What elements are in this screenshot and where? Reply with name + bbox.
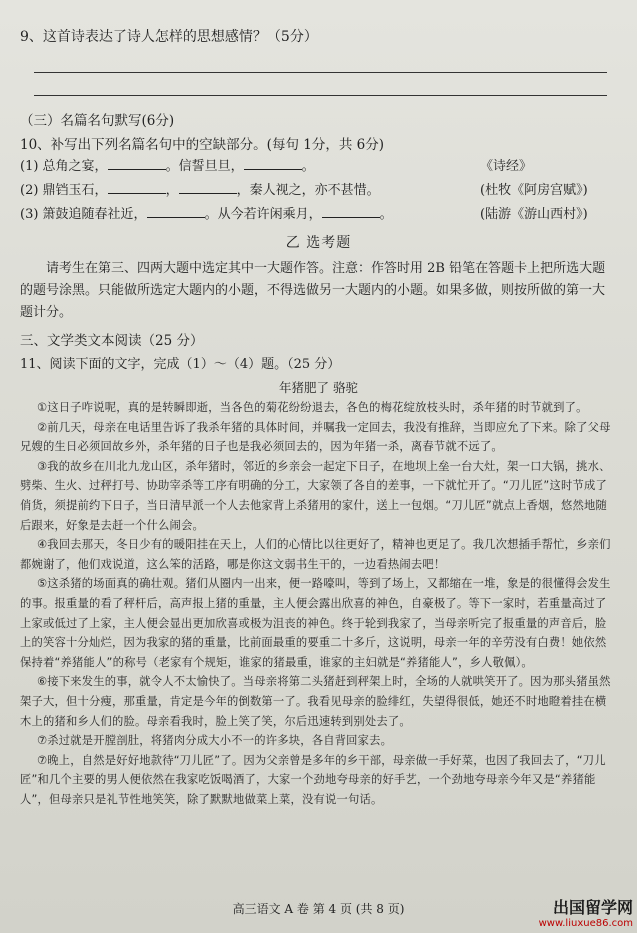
blank: [179, 181, 237, 194]
elective-title: 乙 选考题: [285, 235, 352, 251]
answer-line: [34, 73, 607, 96]
fill-text: 。从今若许闲乘月，: [204, 207, 322, 222]
blank: [322, 205, 380, 218]
fill-text: (3) 箫鼓追随春社近，: [20, 207, 147, 222]
fill-text: (1) 总角之宴，: [20, 159, 108, 174]
blank: [108, 181, 166, 194]
source: (杜牧《阿房宫赋》): [480, 183, 588, 198]
fill-text: 。: [379, 207, 393, 222]
blank: [147, 205, 205, 218]
fill-text: 。: [301, 159, 315, 174]
blank: [244, 157, 302, 170]
section-heading-recitation: （三）名篇名句默写(6分): [20, 113, 175, 129]
essay-paragraph: ⑦晚上，自然是好好地款待“刀儿匠”了。因为父亲曾是多年的乡干部，母亲做一手好菜，也因了我回去了，“刀儿匠”和几个主要的男人便依然在我家吃饭喝酒了，大家一个劲地夸母亲的好手艺，一个劲地夸母亲今年又是“养猪能人”，但母亲只是礼节性地笑笑，除了默默地做菜上菜，没有说一句话。: [20, 753, 606, 806]
essay-paragraph: ⑦杀过就是开膛剖肚，将猪肉分成大小不一的许多块，各自背回家去。: [36, 734, 393, 748]
fill-item: [20, 180, 617, 202]
elective-instruction: 请考生在第三、四两大题中选定其中一大题作答。注意：作答时用 2B 铅笔在答题卡上把所选大题的题号涂黑。只能做所选定大题内的小题，不得选做另一大题内的小题。如果多做，则按所做的第一大题计分。: [20, 261, 606, 320]
question-9: 9、这首诗表达了诗人怎样的思想感情？（5分）: [20, 29, 318, 45]
answer-line: [34, 50, 607, 73]
essay-paragraph: ⑥接下来发生的事，就令人不太愉快了。当母亲将第二头猪赶到秤架上时，全场的人就哄笑开了。因为那头猪虽然架子大，但十分瘦，那重量，肯定是今年的倒数第一了。我看见母亲的脸绯红，失望得很低，她还不时地瞪着挂在横木上的猪和乡人们的脸。母亲看我时，脸上笑了笑，尔后迅速转到别处去了。: [20, 675, 611, 728]
fill-text: ，: [165, 183, 179, 198]
essay-paragraph: ⑤这杀猪的场面真的确壮观。猪们从圈内一出来，便一路嚎叫，等到了场上，又都缩在一堆，象是的很懂得会发生的事。报重量的看了秤杆后，高声报上猪的重量，主人便会露出欣喜的神色，自豪极了。等下一家时，若重量高过了上家或低过了上家，主人便会显出更加欣喜或极为沮丧的神色。终于轮到我家了，当母亲听完了报重量的声音后，脸上的笑容十分灿烂，因为我家的猪的重量，比前面最重的要重二十多斤，这说明，母亲一年的辛劳没有白费！她依然保持着“养猪能人”的称号（老家有个规矩，谁家的猪最重，谁家的主妇就是“养猪能人”，乡人敬佩）。: [20, 577, 611, 669]
blank: [108, 157, 166, 170]
fill-item: [20, 204, 617, 226]
question-10: 10、补写出下列名篇名句中的空缺部分。(每句 1分，共 6分): [20, 137, 384, 153]
fill-item: [20, 156, 617, 178]
question-11: 11、阅读下面的文字，完成（1）～（4）题。（25 分）: [20, 357, 341, 372]
essay-title: 年猪肥了 骆驼: [279, 380, 358, 395]
source: 《诗经》: [480, 159, 533, 174]
fill-text: ，秦人视之，亦不甚惜。: [236, 183, 380, 198]
essay-paragraph: ①这日子咋说呢，真的是转瞬即逝，当各色的菊花纷纷退去，各色的梅花绽放枝头时，杀年猪的时节就到了。: [36, 401, 588, 414]
fill-text: 。信誓旦旦，: [165, 159, 244, 174]
essay-paragraph: ②前几天，母亲在电话里告诉了我杀年猪的具体时间，并嘱我一定回去，我没有推辞，当即应允了下来。除了父母兄嫂的生日必须回故乡外，杀年猪的日子也是我必须回去的，因为年猪一杀，离春节就不远了。: [20, 420, 611, 454]
essay-paragraph: ④我回去那天，冬日少有的暖阳挂在天上，人们的心情比以往更好了，精神也更足了。我几次想插手帮忙，乡亲们都婉谢了，他们戏说道，这么笨的活路，哪是你这文弱书生干的，一边看热闹去吧！: [20, 538, 611, 571]
watermark-url: www.liuxue86.com: [538, 918, 633, 929]
essay-paragraph: ③我的故乡在川北九龙山区，杀年猪时，邻近的乡亲会一起定下日子，在地坝上垒一台大灶，架一口大锅，挑水、劈柴、生火、过秤打号、协助宰杀等工序有明确的分工，大家领了各自的差事，一下就忙开了。“刀儿匠”这时节成了俏货，须提前约下日子，当日清早派一个人去他家背上杀猪用的家什，送上一包烟。“刀儿匠”就点上香烟，悠然地随后跟来，好象是去赶一个什么闹会。: [20, 459, 611, 532]
page-footer: 高三语文 A 卷 第 4 页 (共 8 页): [232, 902, 405, 916]
source: (陆游《游山西村》): [480, 207, 588, 222]
section-heading-literary: 三、文学类文本阅读（25 分）: [20, 333, 204, 349]
watermark-logo: [539, 895, 633, 929]
watermark-title: 出国留学网: [552, 898, 633, 917]
fill-text: (2) 鼎铛玉石，: [20, 183, 108, 198]
